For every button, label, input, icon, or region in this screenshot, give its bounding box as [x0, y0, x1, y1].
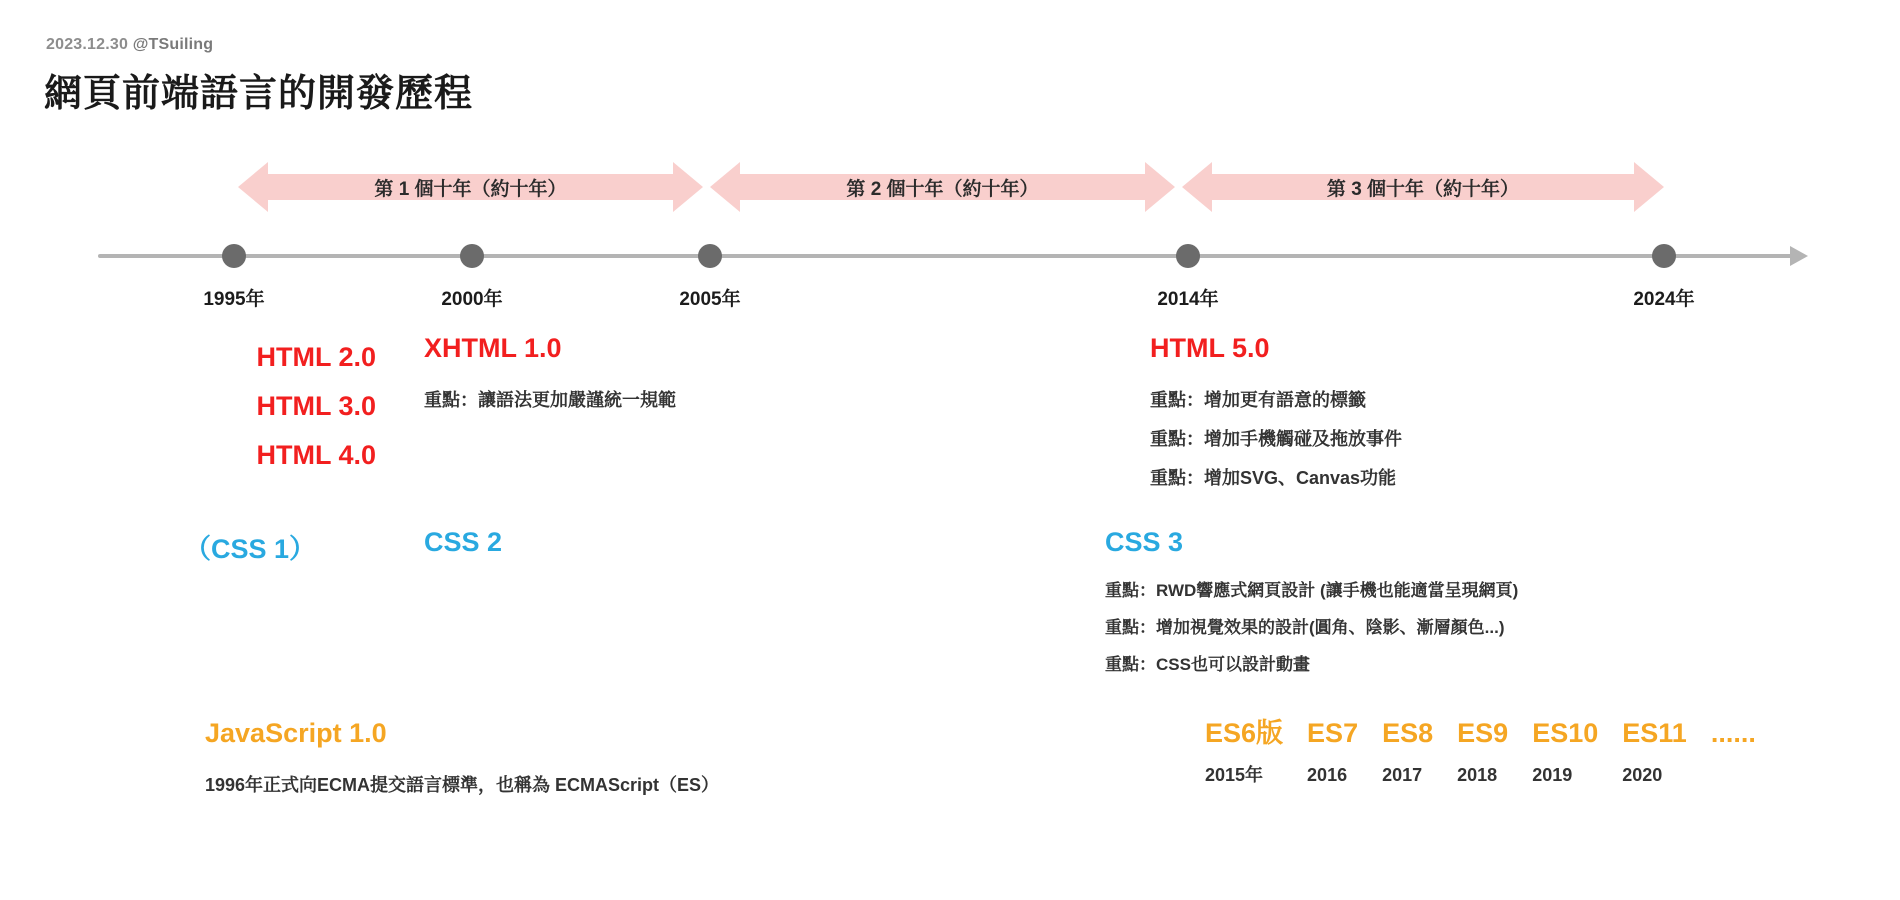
es-version-item	[1205, 716, 1283, 791]
es-version-name: ES7	[1307, 718, 1359, 748]
decade-bar-1	[238, 160, 703, 214]
html-version-label: HTML 4.0	[256, 440, 376, 470]
html-version-label: HTML 2.0	[256, 342, 376, 372]
meta-date: 2023.12.30	[46, 36, 129, 53]
timeline-node-1995	[222, 244, 246, 268]
timeline-year-label: 2005年	[679, 289, 741, 310]
es-version-name: ES6版	[1205, 718, 1284, 748]
es-version-year: 2017	[1382, 765, 1423, 785]
es-version-item	[1622, 716, 1687, 791]
timeline-year-label: 2014年	[1157, 289, 1219, 310]
es-version-year: 2020	[1622, 765, 1663, 785]
es-version-name: ES10	[1532, 718, 1599, 748]
html5-title: HTML 5.0	[1150, 333, 1270, 363]
css3-note: 重點：RWD響應式網頁設計 (讓手機也能適當呈現網頁)	[1105, 581, 1519, 600]
timeline-node-2005	[698, 244, 722, 268]
meta-handle: @TSuiling	[132, 36, 214, 53]
timeline-year-label: 1995年	[203, 289, 265, 310]
es-version-name: ES11	[1622, 718, 1687, 748]
es-versions-row	[1205, 716, 1756, 791]
es-version-year: 2019	[1532, 765, 1573, 785]
html5-note: 重點：增加更有語意的標籤	[1150, 390, 1366, 410]
css3-title: CSS 3	[1105, 527, 1184, 557]
timeline-year-label: 2000年	[441, 289, 503, 310]
es-version-year: 2015年	[1205, 765, 1264, 785]
css3-note: 重點：CSS也可以設計動畫	[1105, 655, 1310, 674]
javascript-title: JavaScript 1.0	[205, 718, 387, 748]
es-version-item	[1382, 716, 1433, 791]
es-version-item	[1307, 716, 1358, 791]
timeline-node-2024	[1652, 244, 1676, 268]
page-title: 網頁前端語言的開發歷程	[44, 73, 474, 115]
es-version-name: ES8	[1382, 718, 1434, 748]
decade-label-2: 第 2 個十年（約十年）	[846, 179, 1039, 200]
timeline-arrow-icon	[1790, 246, 1808, 266]
xhtml-note: 重點：讓語法更加嚴謹統一規範	[424, 390, 676, 410]
timeline-axis	[98, 254, 1798, 258]
decade-bar-3	[1182, 160, 1664, 214]
timeline-node-2014	[1176, 244, 1200, 268]
es-version-item	[1532, 716, 1598, 791]
es-version-item	[1711, 716, 1756, 759]
es-version-name: ES9	[1457, 718, 1509, 748]
timeline-year-label: 2024年	[1633, 289, 1695, 310]
html-versions-group	[120, 333, 376, 480]
timeline-node-2000	[460, 244, 484, 268]
meta-line	[46, 36, 213, 54]
css3-note: 重點：增加視覺效果的設計(圓角、陰影、漸層顏色...)	[1105, 618, 1505, 637]
xhtml-title: XHTML 1.0	[424, 333, 562, 363]
es-version-year	[1711, 750, 1756, 759]
javascript-note: 1996年正式向ECMA提交語言標準，也稱為 ECMAScript（ES）	[205, 775, 720, 795]
css1-title: （CSS 1）	[184, 534, 317, 564]
es-version-year: 2018	[1457, 765, 1498, 785]
decade-label-3: 第 3 個十年（約十年）	[1326, 179, 1520, 200]
html-version-label: HTML 3.0	[256, 391, 376, 421]
decade-bar-2	[710, 160, 1175, 214]
es-version-year: 2016	[1307, 765, 1348, 785]
es-version-name: ......	[1710, 718, 1756, 748]
html5-note: 重點：增加SVG、Canvas功能	[1150, 468, 1397, 488]
css2-title: CSS 2	[424, 527, 503, 557]
es-version-item	[1457, 716, 1508, 791]
html5-note: 重點：增加手機觸碰及拖放事件	[1150, 429, 1402, 449]
decade-label-1: 第 1 個十年（約十年）	[374, 179, 567, 200]
